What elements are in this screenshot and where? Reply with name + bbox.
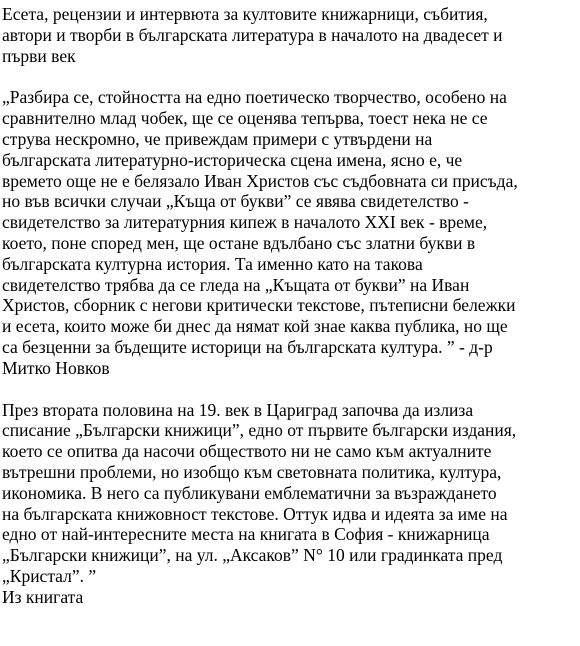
source-line: Из книгата — [2, 586, 84, 607]
text-line: първи век — [2, 45, 76, 66]
text-line: са безценни за бъдещите историци на българската култура. ” - д-р — [2, 336, 493, 357]
paragraph-spacer — [2, 379, 578, 400]
text-line: „Български книжици”, на ул. „Аксаков” N° 10 или градинката пред — [2, 545, 503, 566]
text-line: струва нескромно, че привеждам примери с утвърдени на — [2, 128, 433, 149]
text-line: но във всички случаи „Къща от букви” се явява свидетелство - — [2, 191, 469, 212]
text-line: едно от най-интересните места на книгата в София - книжарница — [2, 524, 490, 545]
text-line: „Разбира се, стойността на едно поетическо творчество, особено на — [2, 87, 507, 108]
text-line: българската литературно-историческа сцена имена, ясно е, че — [2, 149, 463, 170]
text-line: вътрешни проблеми, но изобщо към световната политика, култура, — [2, 461, 502, 482]
text-line: сравнително млад чобек, ще се оценява тепърва, тоест нека не се — [2, 108, 488, 129]
text-line: автори и творби в българската литература в началото на двадесет и — [2, 24, 503, 45]
text-line: Есета, рецензии и интервюта за култовите книжарници, събития, — [2, 4, 488, 24]
text-line: свидетелство трябва да се гледа на „Къщата от букви” на Иван — [2, 274, 470, 295]
text-line: което се опитва да насочи обществото ни не само към актуалните — [2, 441, 492, 462]
history-paragraph — [2, 400, 578, 608]
text-line: „Кристал”. ” — [2, 565, 97, 586]
text-line: и есета, които може би днес да нямат кой знае каква публика, но ще — [2, 316, 508, 337]
text-line: икономика. В него са публикувани емблематични за възраждането — [2, 482, 497, 503]
text-line: През втората половина на 19. век в Цариград започва да излиза — [2, 399, 474, 420]
intro-paragraph — [2, 4, 578, 66]
text-line: на българската книжовност текстове. Оттук идва и идеята за име на — [2, 503, 508, 524]
text-line: свидетелство за литературния кипеж в началото XXI век - време, — [2, 212, 488, 233]
text-line: което, поне според мен, ще остане вдълбано със златни букви в — [2, 232, 476, 253]
text-line: времето още не е белязало Иван Христов със съдбовната си присъда, — [2, 170, 518, 191]
text-line: списание „Български книжици”, едно от първите български издания, — [2, 420, 517, 441]
text-line: българската културна история. Та именно като на такова — [2, 253, 423, 274]
paragraph-spacer — [2, 66, 578, 87]
text-line: Митко Новков — [2, 357, 110, 378]
quote-paragraph — [2, 87, 578, 378]
document-page — [2, 4, 578, 608]
text-line: Христов, сборник с негови критически текстове, пътеписни бележки — [2, 295, 516, 316]
